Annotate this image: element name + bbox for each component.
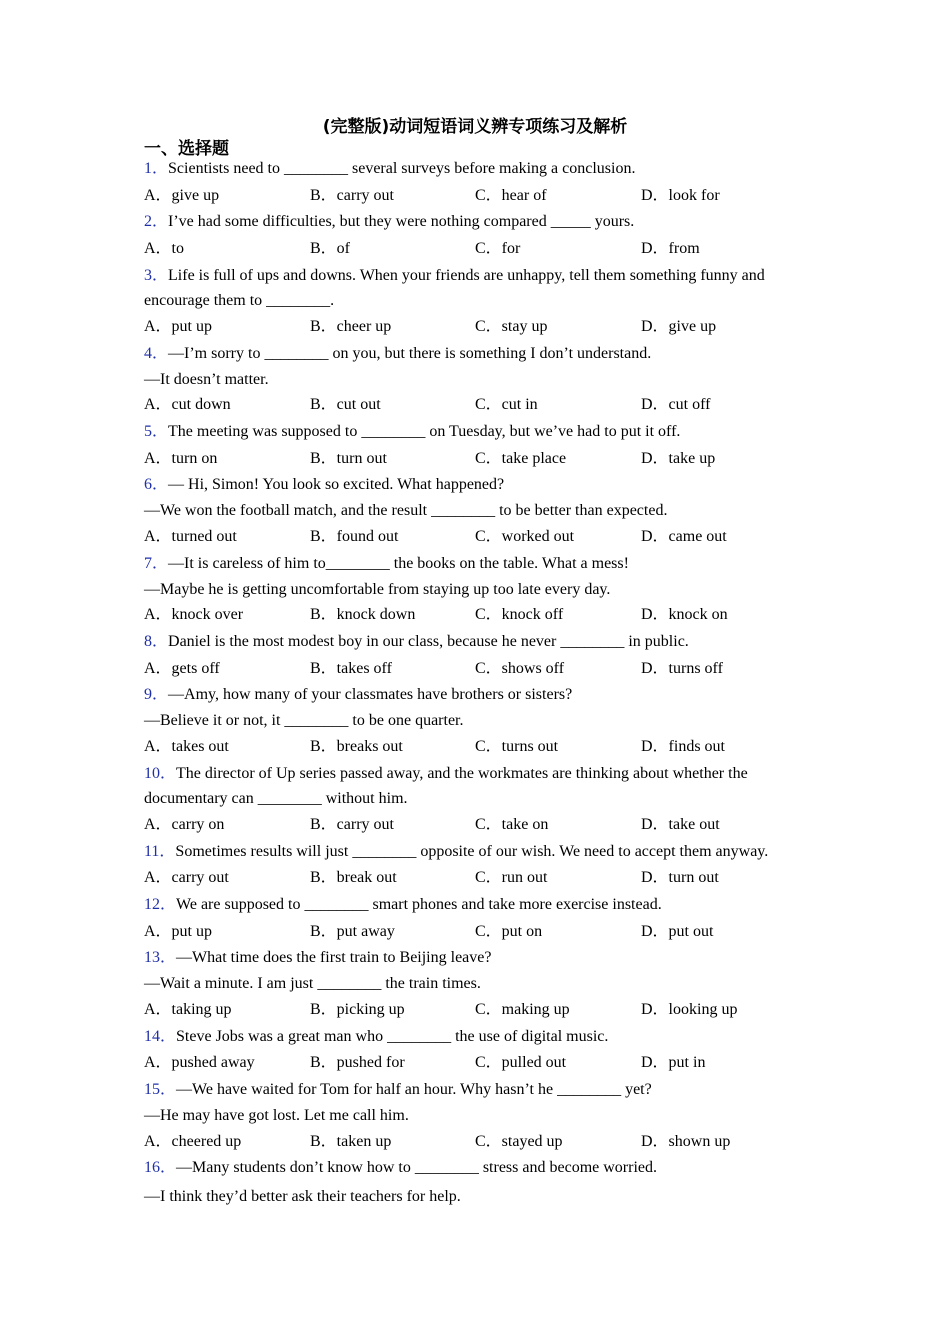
question-text: Scientists need to ________ several surveys before making a conclusion. xyxy=(168,160,636,177)
option-b[interactable]: B．picking up xyxy=(310,1001,405,1018)
option-c[interactable]: C．stay up xyxy=(475,318,548,335)
option-a[interactable]: A．taking up xyxy=(144,1001,232,1018)
option-b[interactable]: B．taken up xyxy=(310,1133,392,1150)
question-text: — Hi, Simon! You look so excited. What happened? xyxy=(168,476,505,493)
question-number: 14． xyxy=(144,1028,177,1045)
option-c[interactable]: C．turns out xyxy=(475,738,559,755)
option-d[interactable]: D．finds out xyxy=(641,738,726,755)
option-a[interactable]: A．carry out xyxy=(144,869,229,886)
option-c[interactable]: C．hear of xyxy=(475,187,547,204)
option-c[interactable]: C．worked out xyxy=(475,528,575,545)
option-c[interactable]: C．run out xyxy=(475,869,548,886)
option-c[interactable]: C．stayed up xyxy=(475,1133,563,1150)
option-a[interactable]: A．takes out xyxy=(144,738,229,755)
question-number: 8． xyxy=(144,633,169,650)
question-number: 7． xyxy=(144,555,169,572)
options-1 xyxy=(144,186,844,206)
option-b[interactable]: B．takes off xyxy=(310,660,392,677)
option-d[interactable]: D．shown up xyxy=(641,1133,731,1150)
question-text: The meeting was supposed to ________ on Tuesday, but we’ve had to put it off. xyxy=(168,423,681,440)
question-text: Steve Jobs was a great man who ________ the use of digital music. xyxy=(176,1028,609,1045)
option-b[interactable]: B．cut out xyxy=(310,396,381,413)
option-a[interactable]: A．put up xyxy=(144,923,213,940)
option-a[interactable]: A．turned out xyxy=(144,528,237,545)
question-text: I’ve had some difficulties, but they were nothing compared _____ yours. xyxy=(168,213,635,230)
question-number: 5． xyxy=(144,423,169,440)
question-number: 4． xyxy=(144,345,169,362)
option-b[interactable]: B．of xyxy=(310,240,351,257)
option-a[interactable]: A．give up xyxy=(144,187,220,204)
option-b[interactable]: B．found out xyxy=(310,528,399,545)
question-text: Sometimes results will just ________ opposite of our wish. We need to accept them anyway. xyxy=(175,843,769,860)
option-c[interactable]: C．for xyxy=(475,240,521,257)
question-7-continued: —Maybe he is getting uncomfortable from staying up too late every day. xyxy=(144,581,611,598)
question-12 xyxy=(144,895,814,915)
option-b[interactable]: B．breaks out xyxy=(310,738,403,755)
options-6 xyxy=(144,527,844,547)
option-b[interactable]: B．break out xyxy=(310,869,397,886)
question-4-continued: —It doesn’t matter. xyxy=(144,371,269,388)
question-number: 15． xyxy=(144,1081,177,1098)
question-10-continued: documentary can ________ without him. xyxy=(144,790,408,807)
question-3 xyxy=(144,266,814,286)
question-15 xyxy=(144,1080,814,1100)
question-9-continued: —Believe it or not, it ________ to be one quarter. xyxy=(144,712,464,729)
question-6-continued: —We won the football match, and the result ________ to be better than expected. xyxy=(144,502,668,519)
document-title: (完整版)动词短语词义辨专项练习及解析 xyxy=(322,117,628,137)
option-d[interactable]: D．turn out xyxy=(641,869,719,886)
question-7 xyxy=(144,554,814,574)
question-text: —What time does the first train to Beijing leave? xyxy=(176,949,492,966)
options-9 xyxy=(144,737,844,757)
question-text: The director of Up series passed away, and the workmates are thinking about whether the xyxy=(176,765,748,782)
question-text: —Amy, how many of your classmates have brothers or sisters? xyxy=(168,686,573,703)
question-3-continued: encourage them to ________. xyxy=(144,292,335,309)
options-3 xyxy=(144,317,844,337)
options-2 xyxy=(144,239,844,259)
question-text: Life is full of ups and downs. When your friends are unhappy, tell them something funny and xyxy=(168,267,765,284)
question-9 xyxy=(144,685,814,705)
option-d[interactable]: D．from xyxy=(641,240,700,257)
question-number: 12． xyxy=(144,896,177,913)
question-14 xyxy=(144,1027,814,1047)
question-15-continued: —He may have got lost. Let me call him. xyxy=(144,1107,409,1124)
option-b[interactable]: B．carry out xyxy=(310,187,394,204)
option-a[interactable]: A．pushed away xyxy=(144,1054,255,1071)
question-2 xyxy=(144,212,814,232)
question-11 xyxy=(144,842,814,862)
question-text: —It is careless of him to________ the books on the table. What a mess! xyxy=(168,555,629,572)
question-text: Daniel is the most modest boy in our class, because he never ________ in public. xyxy=(168,633,689,650)
option-c[interactable]: C．knock off xyxy=(475,606,564,623)
question-text: We are supposed to ________ smart phones and take more exercise instead. xyxy=(176,896,662,913)
question-5 xyxy=(144,422,814,442)
option-d[interactable]: D．take out xyxy=(641,816,720,833)
options-7 xyxy=(144,605,844,625)
options-12 xyxy=(144,922,844,942)
option-c[interactable]: C．shows off xyxy=(475,660,565,677)
question-number: 6． xyxy=(144,476,169,493)
option-b[interactable]: B．pushed for xyxy=(310,1054,405,1071)
question-10 xyxy=(144,764,814,784)
option-b[interactable]: B．carry out xyxy=(310,816,394,833)
option-d[interactable]: D．take up xyxy=(641,450,716,467)
options-13 xyxy=(144,1000,844,1020)
option-a[interactable]: A．turn on xyxy=(144,450,218,467)
question-number: 1． xyxy=(144,160,169,177)
question-number: 3． xyxy=(144,267,169,284)
option-a[interactable]: A．knock over xyxy=(144,606,244,623)
option-d[interactable]: D．look for xyxy=(641,187,720,204)
question-number: 2． xyxy=(144,213,169,230)
question-number: 16． xyxy=(144,1159,177,1176)
question-8 xyxy=(144,632,814,652)
option-c[interactable]: C．take place xyxy=(475,450,567,467)
question-6 xyxy=(144,475,814,495)
question-4 xyxy=(144,344,814,364)
question-text: —Many students don’t know how to ________ stress and become worried. xyxy=(176,1159,657,1176)
option-d[interactable]: D．give up xyxy=(641,318,717,335)
option-d[interactable]: D．came out xyxy=(641,528,727,545)
option-a[interactable]: A．put up xyxy=(144,318,213,335)
option-c[interactable]: C．take on xyxy=(475,816,549,833)
options-10 xyxy=(144,815,844,835)
option-d[interactable]: D．put in xyxy=(641,1054,706,1071)
option-d[interactable]: D．cut off xyxy=(641,396,711,413)
option-d[interactable]: D．knock on xyxy=(641,606,728,623)
question-number: 13． xyxy=(144,949,177,966)
option-c[interactable]: C．pulled out xyxy=(475,1054,567,1071)
option-b[interactable]: B．turn out xyxy=(310,450,387,467)
section-heading: 一、选择题 xyxy=(144,139,229,159)
question-13 xyxy=(144,948,814,968)
option-a[interactable]: A．to xyxy=(144,240,185,257)
option-a[interactable]: A．cut down xyxy=(144,396,231,413)
option-c[interactable]: C．making up xyxy=(475,1001,570,1018)
option-b[interactable]: B．knock down xyxy=(310,606,416,623)
question-1 xyxy=(144,159,814,179)
question-16 xyxy=(144,1158,814,1178)
options-15 xyxy=(144,1132,844,1152)
options-14 xyxy=(144,1053,844,1073)
option-b[interactable]: B．put away xyxy=(310,923,395,940)
options-11 xyxy=(144,868,844,888)
options-8 xyxy=(144,659,844,679)
option-c[interactable]: C．put on xyxy=(475,923,543,940)
option-b[interactable]: B．cheer up xyxy=(310,318,392,335)
question-number: 11． xyxy=(144,843,176,860)
question-13-continued: —Wait a minute. I am just ________ the train times. xyxy=(144,975,481,992)
question-text: —I’m sorry to ________ on you, but there is something I don’t understand. xyxy=(168,345,652,362)
question-16-continued: —I think they’d better ask their teachers for help. xyxy=(144,1188,461,1205)
question-number: 9． xyxy=(144,686,169,703)
option-a[interactable]: A．carry on xyxy=(144,816,225,833)
option-d[interactable]: D．put out xyxy=(641,923,714,940)
options-4 xyxy=(144,395,844,415)
options-5 xyxy=(144,449,844,469)
option-d[interactable]: D．looking up xyxy=(641,1001,738,1018)
option-d[interactable]: D．turns off xyxy=(641,660,723,677)
option-a[interactable]: A．gets off xyxy=(144,660,220,677)
option-a[interactable]: A．cheered up xyxy=(144,1133,242,1150)
question-number: 10． xyxy=(144,765,177,782)
option-c[interactable]: C．cut in xyxy=(475,396,538,413)
question-text: —We have waited for Tom for half an hour. Why hasn’t he ________ yet? xyxy=(176,1081,652,1098)
